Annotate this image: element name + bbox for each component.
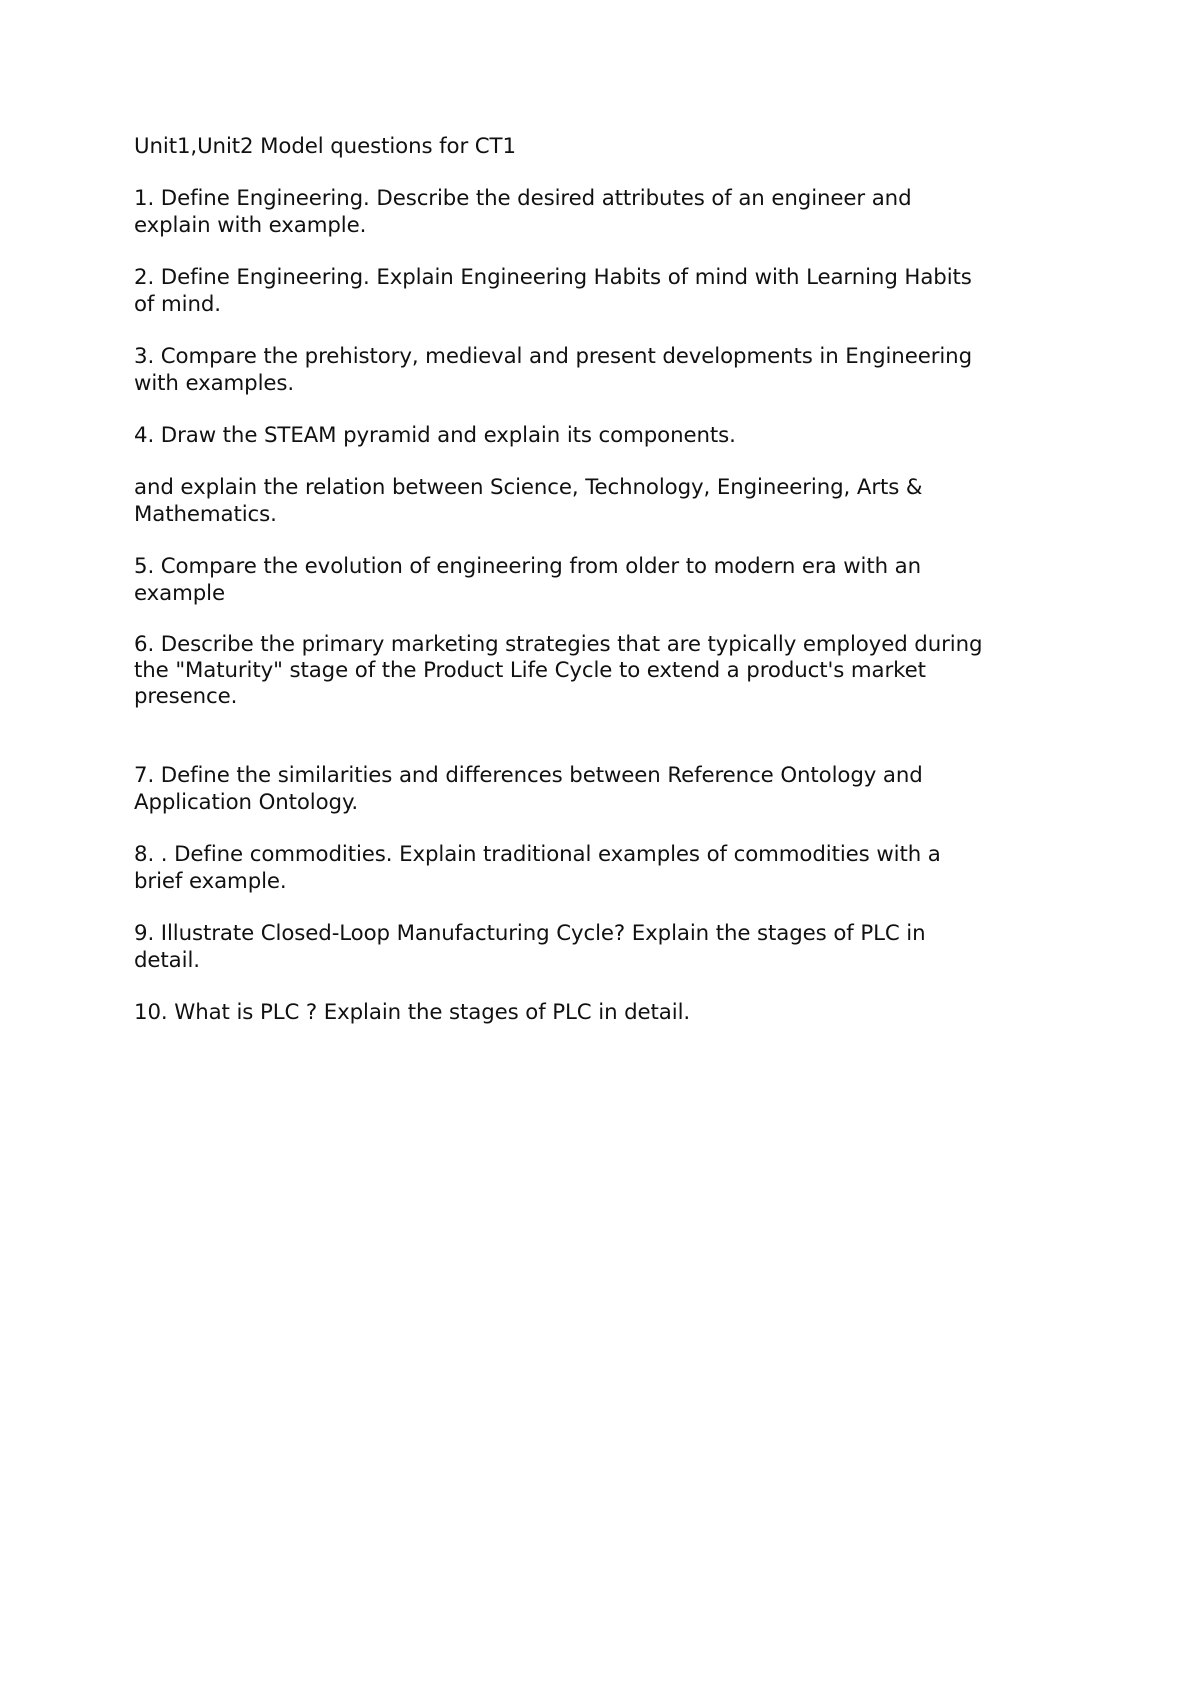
question-4-continuation: and explain the relation between Science, Technology, Engineering, Arts & Mathematics. (134, 475, 923, 527)
question-2: 2. Define Engineering. Explain Engineering Habits of mind with Learning Habits of mind. (134, 265, 972, 317)
question-7: 7. Define the similarities and differences between Reference Ontology and Application Ontology. (134, 763, 923, 815)
question-4: 4. Draw the STEAM pyramid and explain its components. (134, 423, 736, 448)
question-9: 9. Illustrate Closed-Loop Manufacturing Cycle? Explain the stages of PLC in detail. (134, 921, 926, 973)
question-10: 10. What is PLC ? Explain the stages of PLC in detail. (134, 1000, 691, 1025)
question-3: 3. Compare the prehistory, medieval and present developments in Engineering with examples. (134, 344, 972, 396)
question-1: 1. Define Engineering. Describe the desired attributes of an engineer and explain with example. (134, 186, 912, 238)
question-5: 5. Compare the evolution of engineering from older to modern era with an example (134, 554, 921, 606)
document-title: Unit1,Unit2 Model questions for CT1 (134, 134, 516, 159)
document-body (134, 133, 986, 1051)
question-6: 6. Describe the primary marketing strategies that are typically employed during the "Maturity" stage of the Product Life Cycle to extend a product's market presence. (134, 632, 983, 709)
question-8: 8. . Define commodities. Explain traditional examples of commodities with a brief example. (134, 842, 941, 894)
